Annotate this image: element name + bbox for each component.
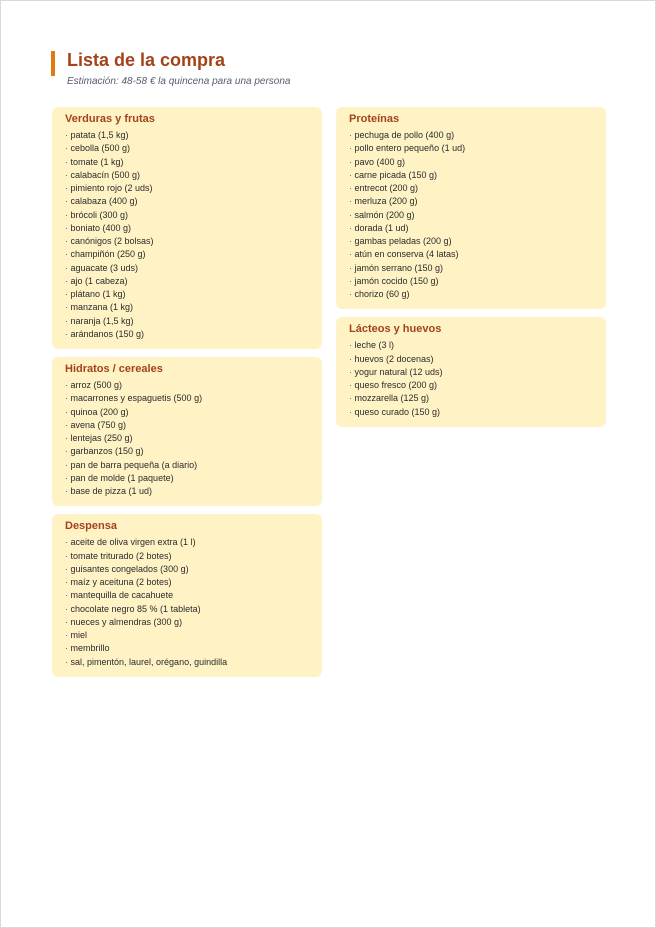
section-title: Proteínas [349, 113, 400, 125]
list-item: · queso curado (150 g) [349, 406, 594, 419]
section-title: Verduras y frutas [65, 113, 155, 125]
list-item: · gambas peladas (200 g) [349, 235, 594, 248]
list-item: · manzana (1 kg) [65, 301, 310, 314]
list-item: · maíz y aceituna (2 botes) [65, 576, 310, 589]
list-item: · arroz (500 g) [65, 379, 310, 392]
section-title: Despensa [65, 520, 117, 533]
list-item: · leche (3 l) [349, 339, 594, 352]
page-title: Lista de la compra [67, 50, 226, 70]
list-item: · avena (750 g) [65, 419, 310, 432]
list-item: · plátano (1 kg) [65, 288, 310, 301]
section-proteinas [336, 107, 606, 309]
list-item: · naranja (1,5 kg) [65, 315, 310, 328]
section-title: Lácteos y huevos [349, 323, 442, 336]
list-item: · pechuga de pollo (400 g) [349, 129, 594, 142]
list-item: · ajo (1 cabeza) [65, 275, 310, 288]
list-item: · champiñón (250 g) [65, 248, 310, 261]
list-item: · patata (1,5 kg) [65, 129, 310, 142]
list-item: · miel [65, 629, 310, 642]
list-item: · lentejas (250 g) [65, 432, 310, 445]
right-column [336, 107, 606, 435]
section-verduras [52, 107, 322, 349]
list-item: · atún en conserva (4 latas) [349, 248, 594, 261]
list-item: · entrecot (200 g) [349, 182, 594, 195]
list-item: · nueces y almendras (300 g) [65, 616, 310, 629]
list-item: · mantequilla de cacahuete [65, 589, 310, 602]
list-item: · mozzarella (125 g) [349, 392, 594, 405]
section-lacteos [336, 317, 606, 427]
section-hidratos [52, 357, 322, 506]
list-item: · dorada (1 ud) [349, 222, 594, 235]
list-item: · guisantes congelados (300 g) [65, 563, 310, 576]
list-item: · tomate (1 kg) [65, 156, 310, 169]
list-item: · garbanzos (150 g) [65, 445, 310, 458]
list-item: · boniato (400 g) [65, 222, 310, 235]
list-item: · chocolate negro 85 % (1 tableta) [65, 603, 310, 616]
list-item: · merluza (200 g) [349, 195, 594, 208]
list-item: · jamón serrano (150 g) [349, 262, 594, 275]
list-item: · base de pizza (1 ud) [65, 485, 310, 498]
list-item: · tomate triturado (2 botes) [65, 550, 310, 563]
list-item: · yogur natural (12 uds) [349, 366, 594, 379]
list-item: · pimiento rojo (2 uds) [65, 182, 310, 195]
list-item: · jamón cocido (150 g) [349, 275, 594, 288]
list-item: · chorizo (60 g) [349, 288, 594, 301]
list-item: · cebolla (500 g) [65, 142, 310, 155]
list-item: · sal, pimentón, laurel, orégano, guindilla [65, 656, 310, 669]
section-title: Hidratos / cereales [65, 363, 163, 375]
list-item: · canónigos (2 bolsas) [65, 235, 310, 248]
item-list [65, 379, 310, 498]
page-subtitle: Estimación: 48-58 € la quincena para una persona [67, 76, 291, 87]
list-item: · calabacín (500 g) [65, 169, 310, 182]
item-list [65, 536, 310, 669]
list-item: · pan de molde (1 paquete) [65, 472, 310, 485]
section-despensa [52, 514, 322, 677]
left-column [52, 107, 322, 685]
item-list [349, 129, 594, 301]
list-item: · calabaza (400 g) [65, 195, 310, 208]
list-item: · huevos (2 docenas) [349, 353, 594, 366]
list-item: · salmón (200 g) [349, 209, 594, 222]
item-list [65, 129, 310, 341]
list-item: · pavo (400 g) [349, 156, 594, 169]
list-item: · membrillo [65, 642, 310, 655]
list-item: · brócoli (300 g) [65, 209, 310, 222]
list-item: · aceite de oliva virgen extra (1 l) [65, 536, 310, 549]
list-item: · arándanos (150 g) [65, 328, 310, 341]
list-item: · quinoa (200 g) [65, 406, 310, 419]
list-item: · macarrones y espaguetis (500 g) [65, 392, 310, 405]
item-list [349, 339, 594, 419]
list-item: · pollo entero pequeño (1 ud) [349, 142, 594, 155]
list-item: · aguacate (3 uds) [65, 262, 310, 275]
list-item: · queso fresco (200 g) [349, 379, 594, 392]
list-item: · carne picada (150 g) [349, 169, 594, 182]
title-accent-bar [51, 51, 55, 76]
list-item: · pan de barra pequeña (a diario) [65, 459, 310, 472]
